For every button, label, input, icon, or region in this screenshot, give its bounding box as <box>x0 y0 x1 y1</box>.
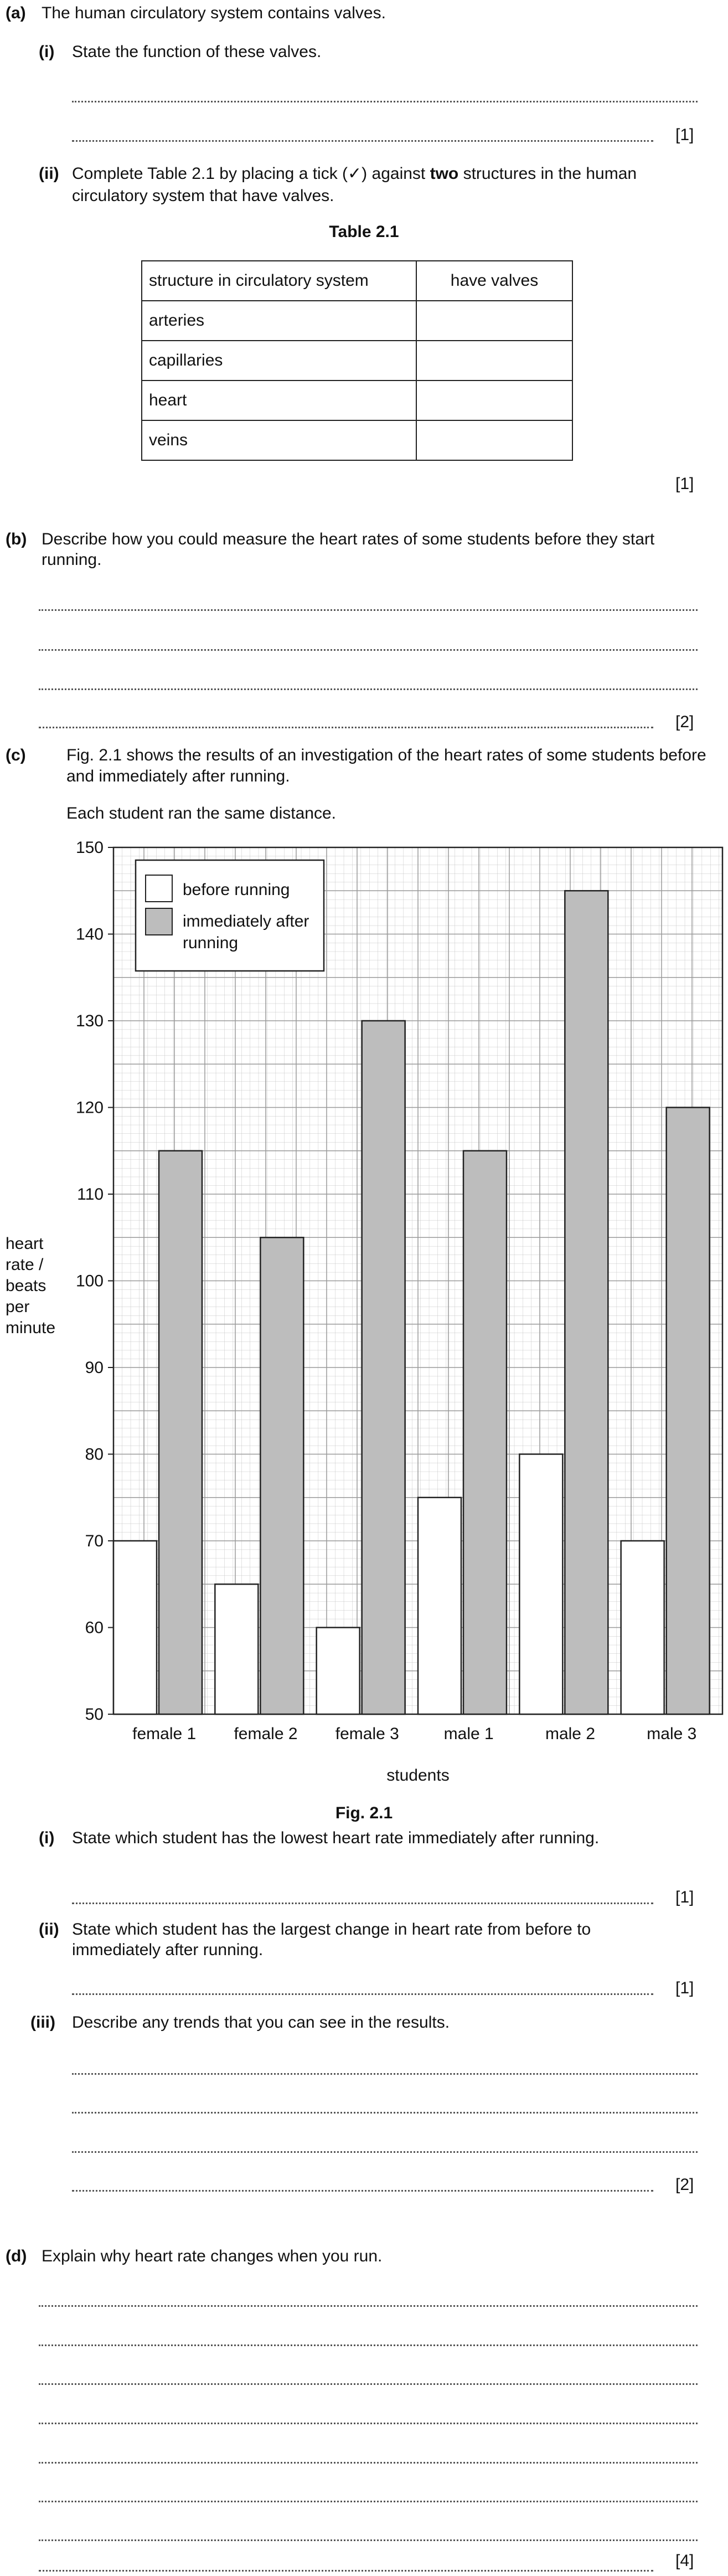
x-tick-label: female 2 <box>234 1725 298 1743</box>
answer-line-d-1[interactable] <box>39 2305 698 2307</box>
y-axis-title-line: beats <box>6 1277 47 1295</box>
part-b-label: (b) <box>6 530 27 548</box>
part-c-ii-label: (ii) <box>39 1920 59 1939</box>
table-header-row <box>142 261 572 301</box>
tick-cell-arteries[interactable] <box>416 301 572 341</box>
y-tick-label: 50 <box>85 1705 104 1724</box>
part-a-ii-text-2: structures in the human <box>463 164 637 183</box>
part-a-ii-label: (ii) <box>39 164 59 183</box>
y-tick-label: 150 <box>75 839 104 857</box>
table-cell-structure: heart <box>142 381 416 420</box>
y-axis-title-line: heart <box>6 1235 44 1253</box>
part-c-ii-question-line2: immediately after running. <box>72 1941 264 1959</box>
legend-label-before: before running <box>183 881 290 899</box>
legend-swatch-after <box>146 908 172 935</box>
answer-line-d-8[interactable] <box>39 2570 653 2572</box>
part-c-i-question: State which student has the lowest heart rate immediately after running. <box>72 1829 600 1847</box>
table-header-have-valves: have valves <box>416 261 572 301</box>
y-axis-ticks <box>76 839 113 1724</box>
bar-before <box>621 1541 664 1714</box>
bar-after <box>667 1108 710 1715</box>
chart-legend <box>136 860 324 971</box>
legend-label-after-line1: immediately after <box>183 912 309 930</box>
y-tick-label: 80 <box>85 1445 104 1464</box>
x-tick-label: male 1 <box>443 1725 494 1743</box>
part-c-text-line3: Each student ran the same distance. <box>66 804 336 822</box>
part-a-i-question: State the function of these valves. <box>72 43 322 61</box>
y-tick-label: 130 <box>75 1012 104 1030</box>
y-tick-label: 90 <box>85 1359 104 1377</box>
legend-swatch-before <box>146 875 172 902</box>
part-c-text-line2: and immediately after running. <box>66 767 290 785</box>
y-tick-label: 120 <box>75 1098 104 1117</box>
table-row <box>142 341 572 381</box>
mark-c-i: [1] <box>675 1888 694 1906</box>
answer-line-c-iii-4[interactable] <box>72 2190 653 2192</box>
table-2-1 <box>141 260 573 461</box>
bar-after <box>362 1021 405 1714</box>
mark-c-iii: [2] <box>675 2176 694 2194</box>
x-tick-label: female 3 <box>335 1725 399 1743</box>
answer-line-c-ii[interactable] <box>72 1993 653 1995</box>
answer-line-d-7[interactable] <box>39 2539 698 2541</box>
part-a-label: (a) <box>6 4 26 22</box>
part-c-label: (c) <box>6 746 26 764</box>
mark-a-i: [1] <box>675 126 694 144</box>
part-c-ii-question-line1: State which student has the largest change in heart rate from before to <box>72 1920 591 1939</box>
table-row <box>142 301 572 341</box>
y-tick-label: 70 <box>85 1532 104 1550</box>
answer-line-d-3[interactable] <box>39 2383 698 2385</box>
x-axis-title: students <box>386 1766 450 1785</box>
bar-after <box>159 1151 202 1714</box>
table-cell-structure: veins <box>142 420 416 460</box>
y-tick-label: 140 <box>75 925 104 944</box>
part-a-intro: The human circulatory system contains valves. <box>42 4 386 22</box>
bar-after <box>565 891 608 1714</box>
part-c-text-line1: Fig. 2.1 shows the results of an investigation of the heart rates of some students before <box>66 746 706 764</box>
tick-cell-capillaries[interactable] <box>416 341 572 381</box>
y-tick-label: 100 <box>75 1272 104 1290</box>
table-caption: Table 2.1 <box>329 223 399 241</box>
mark-b: [2] <box>675 713 694 731</box>
bar-before <box>519 1454 562 1715</box>
y-tick-label: 110 <box>77 1185 104 1204</box>
answer-line-d-5[interactable] <box>39 2462 698 2464</box>
part-c-iii-question: Describe any trends that you can see in the results. <box>72 2013 450 2032</box>
legend-label-after-line2: running <box>183 934 239 952</box>
answer-line-d-6[interactable] <box>39 2501 698 2502</box>
answer-line-b-1[interactable] <box>39 609 698 611</box>
tick-cell-heart[interactable] <box>416 381 572 420</box>
part-d-label: (d) <box>6 2247 27 2265</box>
part-b-text-line2: running. <box>42 551 102 569</box>
mark-c-ii: [1] <box>675 1979 694 1997</box>
bar-after <box>260 1237 303 1714</box>
x-tick-label: male 2 <box>545 1725 596 1743</box>
answer-line-c-i[interactable] <box>72 1903 653 1904</box>
y-axis-title-line: per <box>6 1298 30 1316</box>
part-b-text-line1: Describe how you could measure the heart rates of some students before they start <box>42 530 655 548</box>
y-axis-title-line: rate / <box>6 1256 44 1274</box>
mark-d: [4] <box>675 2552 694 2570</box>
table-row <box>142 381 572 420</box>
answer-line-d-2[interactable] <box>39 2344 698 2346</box>
answer-line-b-3[interactable] <box>39 688 698 690</box>
answer-line-c-iii-2[interactable] <box>72 2112 698 2114</box>
answer-line-c-iii-3[interactable] <box>72 2151 698 2153</box>
bar-before <box>418 1498 461 1714</box>
table-row <box>142 420 572 460</box>
mark-a-ii: [1] <box>675 475 694 493</box>
bar-before <box>215 1584 258 1714</box>
bar-before <box>317 1628 360 1715</box>
answer-line-d-4[interactable] <box>39 2423 698 2424</box>
bar-before <box>113 1541 157 1714</box>
answer-line-c-iii-1[interactable] <box>72 2073 698 2075</box>
bar-after <box>463 1151 507 1714</box>
part-a-ii-question-line2: circulatory system that have valves. <box>72 187 334 205</box>
part-c-iii-label: (iii) <box>30 2013 55 2032</box>
y-tick-label: 60 <box>85 1618 104 1637</box>
fig-2-1-chart <box>0 836 728 1800</box>
y-axis-title-line: minute <box>6 1319 56 1337</box>
answer-line-a-i-2[interactable] <box>72 140 653 142</box>
table-cell-structure: arteries <box>142 301 416 341</box>
part-c-i-label: (i) <box>39 1829 55 1847</box>
fig-caption: Fig. 2.1 <box>335 1804 393 1822</box>
tick-cell-veins[interactable] <box>416 420 572 460</box>
part-a-ii-text-1: Complete Table 2.1 by placing a tick (✓) against <box>72 164 426 183</box>
part-d-question: Explain why heart rate changes when you run. <box>42 2247 383 2265</box>
x-tick-label: male 3 <box>647 1725 697 1743</box>
answer-line-b-2[interactable] <box>39 649 698 651</box>
part-a-ii-question-line1 <box>72 163 637 184</box>
table-header-structure: structure in circulatory system <box>142 261 416 301</box>
x-axis-ticks <box>132 1725 696 1743</box>
answer-line-a-i-1[interactable] <box>72 101 698 102</box>
part-a-i-label: (i) <box>39 43 55 61</box>
part-a-ii-bold: two <box>430 164 459 183</box>
answer-line-b-4[interactable] <box>39 727 653 728</box>
table-cell-structure: capillaries <box>142 341 416 381</box>
x-tick-label: female 1 <box>132 1725 197 1743</box>
